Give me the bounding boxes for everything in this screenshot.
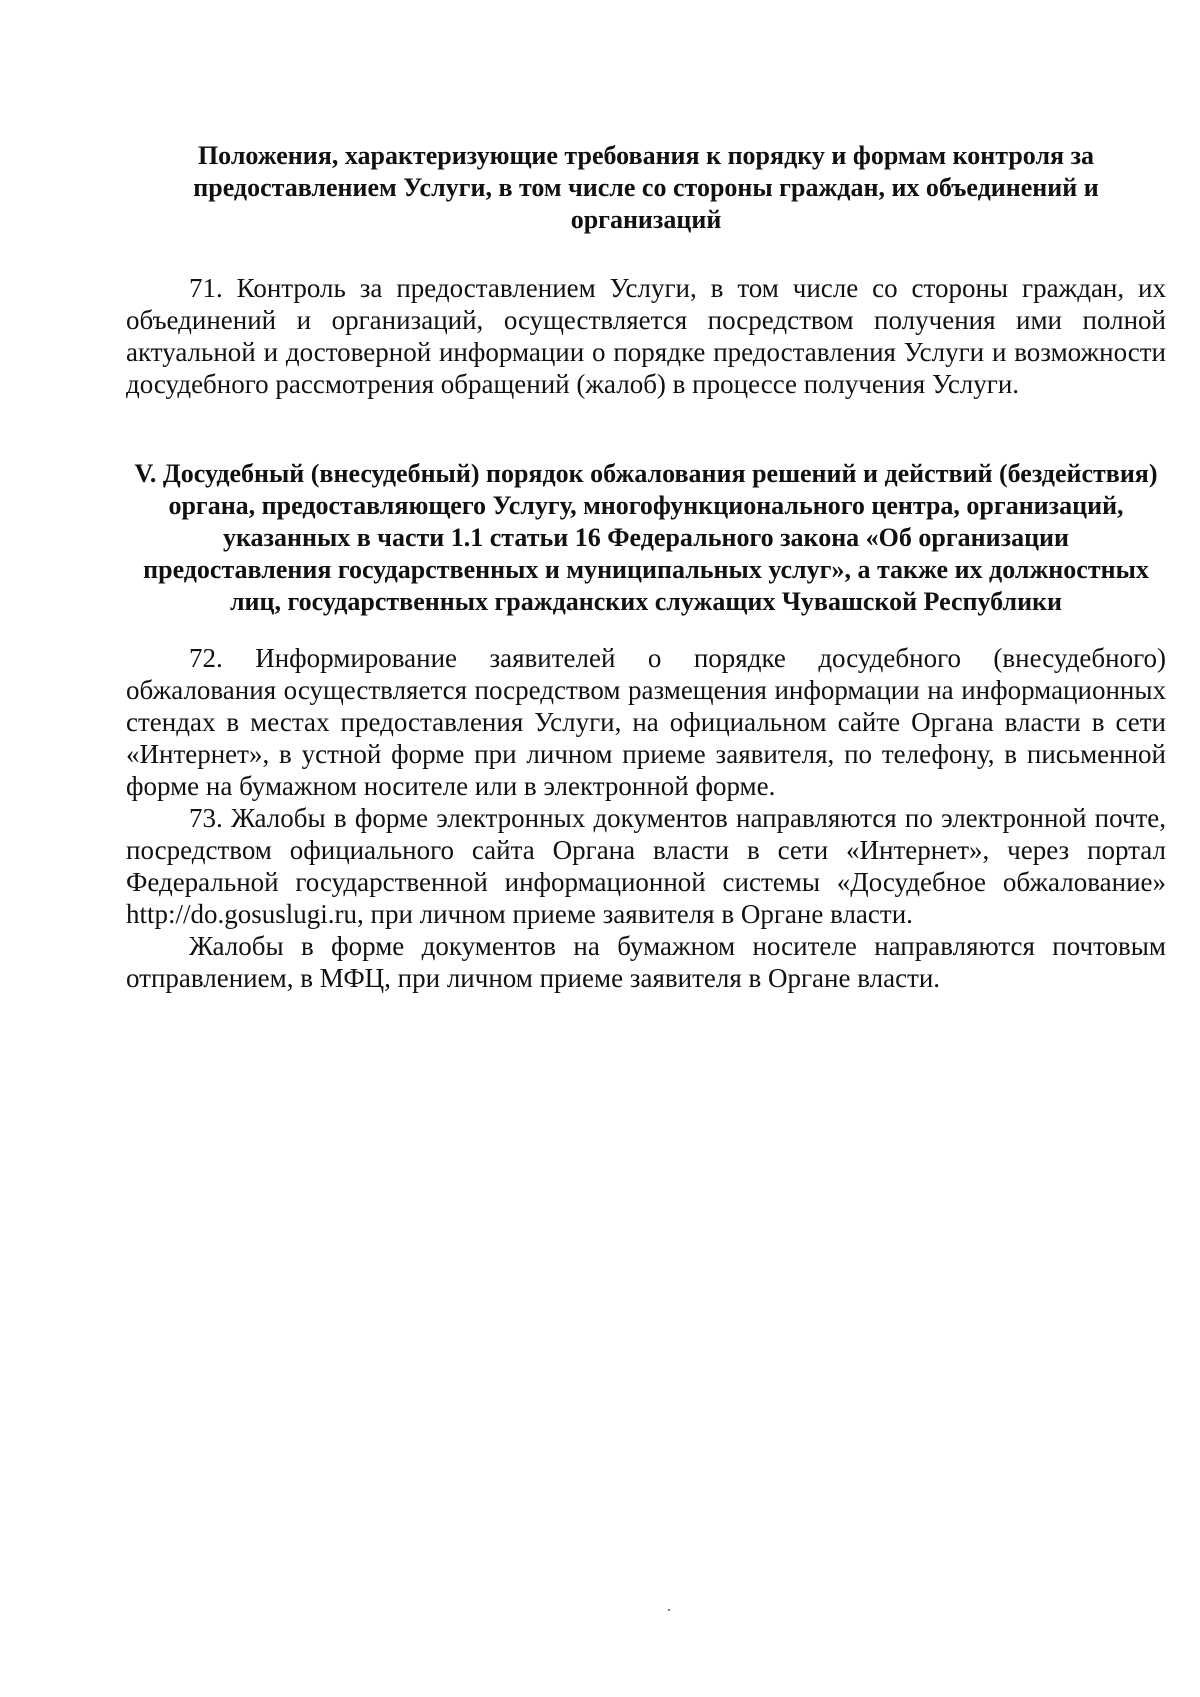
section-heading: Положения, характеризующие требования к порядку и формам контроля за предоставлением Услуги, в том числе со стороны граждан, их объединений и организаций	[193, 141, 1099, 234]
paragraph-73: 73. Жалобы в форме электронных документов направляются по электронной почте, посредством официального сайта Органа власти в сети «Интернет», через портал Федеральной государственной информационной системы «Досудебное обжалование» http://do.gosuslugi.ru, при личном приеме заявителя в Органе власти.	[126, 803, 1166, 929]
section-appeal-procedure	[126, 458, 1166, 994]
section-monitoring	[126, 140, 1166, 400]
section-heading: V. Досудебный (внесудебный) порядок обжалования решений и действий (бездействия) органа, предоставляющего Услугу, многофункционального центра, организаций, указанных в части 1.1 статьи 16 Федерального закона «Об организации предоставления государственных и муниципальных услуг», а также их должностных лиц, государственных гражданских служащих Чувашской Республики	[134, 459, 1158, 616]
paragraph-paper-complaints: Жалобы в форме документов на бумажном носителе направляются почтовым отправлением, в МФЦ, при личном приеме заявителя в Органе власти.	[126, 931, 1166, 993]
paragraph-71: 71. Контроль за предоставлением Услуги, в том числе со стороны граждан, их объединений и организаций, осуществляется посредством получения ими полной актуальной и достоверной информации о порядке предоставления Услуги и возможности досудебного рассмотрения обращений (жалоб) в процессе получения Услуги.	[126, 273, 1166, 399]
paragraph-72: 72. Информирование заявителей о порядке досудебного (внесудебного) обжалования осуществляется посредством размещения информации на информационных стендах в местах предоставления Услуги, на официальном сайте Органа власти в сети «Интернет», в устной форме при личном приеме заявителя, по телефону, в письменной форме на бумажном носителе или в электронной форме.	[126, 643, 1166, 801]
scan-speck	[668, 1609, 670, 1611]
document-page	[126, 140, 1166, 994]
